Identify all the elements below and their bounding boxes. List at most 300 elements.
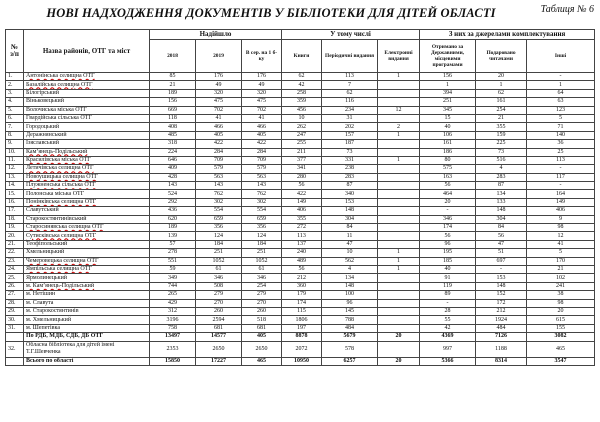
row-number: 15. — [6, 190, 24, 198]
row-value: 762 — [196, 190, 242, 198]
row-name: Летичівська селищна ОТГ — [24, 165, 150, 173]
row-value: 3082 — [527, 333, 595, 341]
row-value: 2594 — [196, 316, 242, 324]
row-value: 123 — [527, 106, 595, 114]
row-value: 115 — [282, 307, 322, 315]
row-value: 575 — [420, 165, 476, 173]
table-row — [6, 341, 595, 357]
row-value: 148 — [322, 207, 378, 215]
row-value — [378, 316, 420, 324]
row-value: 1 — [378, 156, 420, 164]
row-value: 489 — [282, 257, 322, 265]
row-value — [378, 274, 420, 282]
row-value: 176 — [196, 73, 242, 81]
row-value: 283 — [322, 173, 378, 181]
row-value: 41 — [242, 114, 282, 122]
row-value: 2072 — [282, 341, 322, 357]
row-value: 134 — [476, 190, 527, 198]
row-value: 562 — [322, 257, 378, 265]
row-value: 6257 — [322, 357, 378, 365]
row-value: 212 — [282, 274, 322, 282]
row-value: 116 — [322, 98, 378, 106]
col-header-books: Книги — [282, 40, 322, 73]
table-row — [6, 81, 595, 89]
table-row — [6, 316, 595, 324]
table-row — [6, 299, 595, 307]
row-name: Ізяславський — [24, 140, 150, 148]
col-header-avg: В сер. на 1 б-ку — [242, 40, 282, 73]
row-value: 406 — [527, 207, 595, 215]
row-value: 20 — [378, 333, 420, 341]
table-row — [6, 114, 595, 122]
row-value: 212 — [476, 307, 527, 315]
row-value: 428 — [150, 173, 196, 181]
row-name: Красилівська міська ОТГ — [24, 156, 150, 164]
row-value: 21 — [527, 265, 595, 273]
row-value — [378, 307, 420, 315]
row-number: 10. — [6, 148, 24, 156]
row-value: 579 — [242, 165, 282, 173]
row-value: 41 — [196, 114, 242, 122]
row-value: 788 — [322, 316, 378, 324]
row-value: 409 — [150, 165, 196, 173]
row-value: 10 — [282, 114, 322, 122]
row-value: 7 — [322, 81, 378, 89]
row-number: 7. — [6, 123, 24, 131]
group-header-sources: З них за джерелами комплектування — [420, 30, 595, 40]
row-value: 436 — [150, 207, 196, 215]
row-value: 56 — [282, 265, 322, 273]
row-value: 579 — [196, 165, 242, 173]
row-name: Антонінська селищна ОТГ — [24, 73, 150, 81]
row-value: - — [527, 73, 595, 81]
row-value: 563 — [196, 173, 242, 181]
row-value: 238 — [322, 165, 378, 173]
row-value: 669 — [150, 106, 196, 114]
row-value: 554 — [242, 207, 282, 215]
row-value: 124 — [196, 232, 242, 240]
row-value: 73 — [476, 148, 527, 156]
row-value: 2353 — [150, 341, 196, 357]
row-value: 20 — [420, 198, 476, 206]
row-value: 157 — [322, 131, 378, 139]
row-value: 709 — [242, 156, 282, 164]
row-value: 143 — [196, 182, 242, 190]
row-value: 262 — [282, 123, 322, 131]
row-number: 16. — [6, 198, 24, 206]
table-row — [6, 291, 595, 299]
row-value: 356 — [196, 224, 242, 232]
row-value — [378, 282, 420, 290]
table-row — [6, 173, 595, 181]
row-value: 71 — [527, 123, 595, 131]
row-value: 302 — [242, 198, 282, 206]
row-number: 9. — [6, 140, 24, 148]
row-number: 11. — [6, 156, 24, 164]
row-value: 170 — [527, 257, 595, 265]
row-value: 1 — [378, 73, 420, 81]
row-value — [378, 148, 420, 156]
col-header-state-programs: Отримано за Державними, місцевими програмами — [420, 40, 476, 73]
row-value: 148 — [476, 207, 527, 215]
row-value: 148 — [322, 282, 378, 290]
row-number: 27. — [6, 291, 24, 299]
row-value: 161 — [476, 98, 527, 106]
row-name: Віньковецький — [24, 98, 150, 106]
row-value: 554 — [196, 207, 242, 215]
row-value: 422 — [196, 140, 242, 148]
group-header-including: У тому числі — [282, 30, 420, 40]
row-value: 2650 — [242, 341, 282, 357]
table-row — [6, 98, 595, 106]
row-value: 254 — [242, 282, 282, 290]
row-name: Старокостянтинівський — [24, 215, 150, 223]
row-value: 38 — [527, 291, 595, 299]
row-value: 56 — [420, 182, 476, 190]
row-value: 1806 — [282, 316, 322, 324]
row-value: 260 — [196, 307, 242, 315]
row-value: 57 — [150, 240, 196, 248]
row-number: 31. — [6, 324, 24, 332]
row-number: 8. — [6, 131, 24, 139]
row-value: 408 — [150, 123, 196, 131]
row-value: 51 — [476, 249, 527, 257]
row-value: 563 — [242, 173, 282, 181]
row-value: 646 — [150, 156, 196, 164]
row-value: 185 — [420, 257, 476, 265]
row-name: Білогірський — [24, 89, 150, 97]
table-row — [6, 257, 595, 265]
col-header-2018: 2018 — [150, 40, 196, 73]
row-value — [378, 232, 420, 240]
row-value: 61 — [242, 265, 282, 273]
row-number: 25. — [6, 274, 24, 282]
row-name: Славутський — [24, 207, 150, 215]
row-value: 1188 — [476, 341, 527, 357]
row-value: 91 — [420, 274, 476, 282]
row-value: 283 — [476, 173, 527, 181]
row-value — [378, 140, 420, 148]
page-title: НОВІ НАДХОДЖЕННЯ ДОКУМЕНТІВ У БІБЛІОТЕКИ ДЛЯ ДІТЕЙ ОБЛАСТІ — [46, 6, 496, 20]
row-value: 422 — [242, 140, 282, 148]
row-value: 149 — [527, 198, 595, 206]
row-value: 270 — [196, 299, 242, 307]
row-value: 153 — [322, 198, 378, 206]
row-value: 13497 — [150, 333, 196, 341]
row-value: 12 — [378, 106, 420, 114]
row-value: 405 — [242, 333, 282, 341]
row-value: 578 — [322, 341, 378, 357]
table-row — [6, 207, 595, 215]
table-row — [6, 148, 595, 156]
row-name: Плужненська сільська ОТГ — [24, 182, 150, 190]
row-value: 155 — [527, 324, 595, 332]
row-value: 312 — [150, 307, 196, 315]
row-value: 484 — [476, 324, 527, 332]
row-value: 346 — [420, 215, 476, 223]
row-value: 28 — [420, 307, 476, 315]
row-value: 118 — [150, 114, 196, 122]
col-header-name: Назва районів, ОТГ та міст — [24, 30, 150, 73]
table-row — [6, 357, 595, 365]
row-name: Базалійська селищна ОТГ — [24, 81, 150, 89]
row-value: 709 — [196, 156, 242, 164]
row-value — [378, 299, 420, 307]
row-value: 346 — [196, 274, 242, 282]
row-value: 31 — [322, 114, 378, 122]
row-value: 1052 — [196, 257, 242, 265]
table-row — [6, 89, 595, 97]
row-value: 113 — [282, 232, 322, 240]
documents-table — [5, 29, 595, 366]
row-value: 73 — [322, 148, 378, 156]
row-name: По РДБ, МДБ, СДБ, ДБ ОТГ — [24, 333, 150, 341]
row-value: 133 — [476, 198, 527, 206]
row-value: 1 — [378, 257, 420, 265]
row-value: 464 — [420, 190, 476, 198]
row-value: 251 — [420, 98, 476, 106]
row-name: Старосинявська селищна ОТГ — [24, 224, 150, 232]
row-value: 25 — [527, 148, 595, 156]
row-number: 29. — [6, 307, 24, 315]
row-value: 2 — [378, 123, 420, 131]
row-value: 429 — [150, 299, 196, 307]
row-value: 762 — [242, 190, 282, 198]
row-name: Городоцький — [24, 123, 150, 131]
row-value: 4 — [322, 265, 378, 273]
row-value — [378, 240, 420, 248]
row-value: 284 — [196, 148, 242, 156]
row-value: 1 — [378, 265, 420, 273]
row-value: 234 — [322, 106, 378, 114]
row-value: 484 — [322, 324, 378, 332]
row-value: 524 — [150, 190, 196, 198]
row-value: 331 — [322, 156, 378, 164]
row-number: 12. — [6, 165, 24, 173]
row-value: 102 — [527, 274, 595, 282]
row-value: 106 — [420, 131, 476, 139]
row-value: 465 — [242, 357, 282, 365]
row-value: 153 — [476, 274, 527, 282]
row-number — [6, 357, 24, 365]
row-value: 2650 — [196, 341, 242, 357]
row-value: 87 — [322, 182, 378, 190]
row-value: 280 — [282, 173, 322, 181]
row-value: 355 — [476, 123, 527, 131]
group-header-received: Надійшло — [150, 30, 282, 40]
col-header-num: № з/п — [6, 30, 24, 73]
row-value: 184 — [242, 240, 282, 248]
row-value: 5 — [527, 249, 595, 257]
row-value: 113 — [527, 156, 595, 164]
row-value: 211 — [282, 148, 322, 156]
table-row — [6, 73, 595, 81]
row-value: 349 — [150, 274, 196, 282]
table-row — [6, 324, 595, 332]
row-value — [378, 224, 420, 232]
row-value: 702 — [196, 106, 242, 114]
row-value: 179 — [282, 291, 322, 299]
row-value: 41 — [527, 240, 595, 248]
row-value: 98 — [527, 299, 595, 307]
row-value: 5679 — [322, 333, 378, 341]
row-value: 164 — [527, 190, 595, 198]
row-value: 59 — [150, 265, 196, 273]
row-value — [378, 291, 420, 299]
row-value: 356 — [242, 224, 282, 232]
row-value: 466 — [242, 123, 282, 131]
row-value: 156 — [150, 98, 196, 106]
row-name: Полонська міська ОТГ — [24, 190, 150, 198]
row-name: м. Шепетівка — [24, 324, 150, 332]
row-name: Новоушицька селищна ОТГ — [24, 173, 150, 181]
row-value: 8878 — [282, 333, 322, 341]
row-value: 224 — [150, 148, 196, 156]
table-row — [6, 190, 595, 198]
row-name: Чемеровецька селищна ОТГ — [24, 257, 150, 265]
row-value: 272 — [282, 224, 322, 232]
row-value: 9 — [527, 215, 595, 223]
row-value: 85 — [150, 73, 196, 81]
row-name: Понінківська селищна ОТГ — [24, 198, 150, 206]
table-row — [6, 274, 595, 282]
table-row — [6, 198, 595, 206]
row-value: 258 — [282, 89, 322, 97]
row-value: 551 — [150, 257, 196, 265]
row-value: 63 — [527, 98, 595, 106]
page-header — [0, 0, 600, 28]
row-value: 163 — [420, 173, 476, 181]
row-value: 159 — [476, 131, 527, 139]
row-number: 32. — [6, 341, 24, 357]
row-name: Обласна бібліотека для дітей імені Т.Г.Шевченка — [24, 341, 150, 357]
row-value: 702 — [242, 106, 282, 114]
col-header-other: Інші — [527, 40, 595, 73]
row-name: Всього по області — [24, 357, 150, 365]
row-value: 117 — [527, 173, 595, 181]
row-value: 284 — [242, 148, 282, 156]
row-value — [378, 89, 420, 97]
row-value: 1 — [378, 131, 420, 139]
row-value: 360 — [282, 282, 322, 290]
row-value: 5366 — [420, 357, 476, 365]
row-value: 475 — [196, 98, 242, 106]
row-value — [378, 324, 420, 332]
row-value: 61 — [196, 265, 242, 273]
row-value: 4 — [476, 165, 527, 173]
row-value: 5 — [527, 114, 595, 122]
row-value: 176 — [242, 73, 282, 81]
row-name: Волочиська міська ОТГ — [24, 106, 150, 114]
row-value: 279 — [196, 291, 242, 299]
row-value: 10 — [322, 249, 378, 257]
row-value — [378, 114, 420, 122]
row-value: 304 — [322, 215, 378, 223]
row-value: 615 — [527, 316, 595, 324]
table-row — [6, 123, 595, 131]
row-number: 2. — [6, 81, 24, 89]
row-value: 12 — [527, 232, 595, 240]
row-value: 225 — [476, 140, 527, 148]
row-value: 119 — [420, 282, 476, 290]
row-value: 137 — [282, 240, 322, 248]
row-value: - — [476, 265, 527, 273]
row-value: 42 — [282, 81, 322, 89]
table-row — [6, 224, 595, 232]
row-value: 620 — [150, 215, 196, 223]
row-value: 516 — [476, 156, 527, 164]
row-value: 49 — [242, 81, 282, 89]
row-value: 20 — [476, 73, 527, 81]
row-value: 247 — [282, 131, 322, 139]
row-value: 20 — [527, 307, 595, 315]
table-row — [6, 131, 595, 139]
table-row — [6, 232, 595, 240]
table-row — [6, 307, 595, 315]
row-value: 518 — [242, 316, 282, 324]
row-value: 172 — [476, 299, 527, 307]
table-row — [6, 282, 595, 290]
row-value: 265 — [150, 291, 196, 299]
row-value: 7126 — [476, 333, 527, 341]
row-value: 744 — [150, 282, 196, 290]
row-value: 1924 — [476, 316, 527, 324]
table-number: Таблиця № 6 — [540, 4, 594, 15]
row-value: 174 — [282, 299, 322, 307]
row-value: 1052 — [242, 257, 282, 265]
row-value: 15 — [420, 114, 476, 122]
row-value: 255 — [282, 140, 322, 148]
row-number: 13. — [6, 173, 24, 181]
row-value — [378, 215, 420, 223]
row-value: 47 — [476, 240, 527, 248]
row-value: 406 — [282, 207, 322, 215]
row-value: 11 — [322, 232, 378, 240]
row-value: 40 — [420, 265, 476, 273]
row-value: 124 — [242, 232, 282, 240]
row-number: 14. — [6, 182, 24, 190]
row-value: - — [420, 207, 476, 215]
row-value: 240 — [282, 249, 322, 257]
row-value: 56 — [420, 232, 476, 240]
row-value: 98 — [527, 224, 595, 232]
row-value — [378, 207, 420, 215]
row-value: 359 — [282, 98, 322, 106]
row-value: 508 — [196, 282, 242, 290]
row-value: 241 — [527, 282, 595, 290]
row-value: 152 — [476, 291, 527, 299]
row-value: 80 — [420, 156, 476, 164]
row-value: 681 — [196, 324, 242, 332]
row-value: 659 — [196, 215, 242, 223]
row-number — [6, 333, 24, 341]
row-value: 84 — [322, 224, 378, 232]
table-row — [6, 156, 595, 164]
row-value — [378, 190, 420, 198]
table-row — [6, 215, 595, 223]
row-value: 148 — [476, 282, 527, 290]
table-row — [6, 106, 595, 114]
row-number: 23. — [6, 257, 24, 265]
row-name: Сутисківська селищна ОТГ — [24, 232, 150, 240]
row-value: 302 — [196, 198, 242, 206]
row-value: 485 — [150, 131, 196, 139]
col-header-periodicals: Періодичні видання — [322, 40, 378, 73]
row-value: 405 — [196, 131, 242, 139]
row-number: 3. — [6, 89, 24, 97]
row-name: Хмельницький — [24, 249, 150, 257]
row-value: - — [527, 165, 595, 173]
